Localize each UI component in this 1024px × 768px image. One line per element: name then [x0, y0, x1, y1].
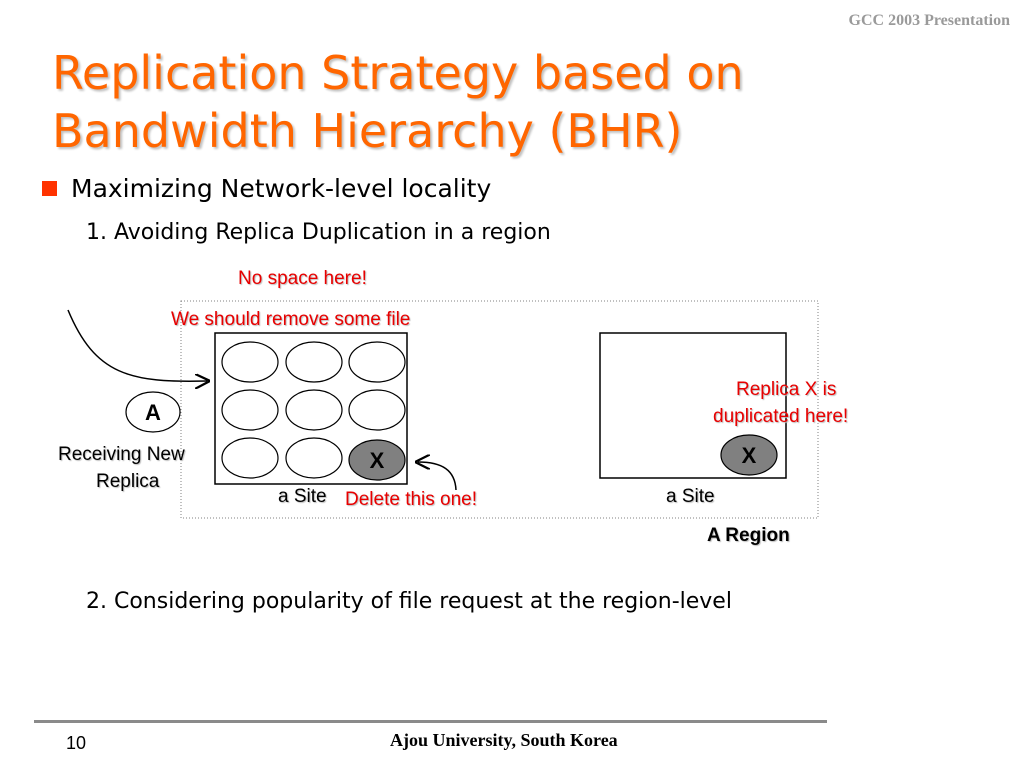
delete-annotation: Delete this one! [345, 489, 478, 510]
storage-slot [286, 342, 342, 382]
storage-slot [222, 342, 278, 382]
storage-slot [222, 438, 278, 478]
footer-divider [34, 720, 827, 723]
subpoint-2: 2. Considering popularity of file request at the region-level [86, 589, 732, 614]
storage-slot [349, 390, 405, 430]
region-label: A Region [707, 525, 790, 546]
node-a-label: A [145, 400, 161, 425]
storage-slot [222, 390, 278, 430]
footer-institution: Ajou University, South Korea [390, 730, 618, 750]
replica-x-right-label: X [741, 443, 757, 468]
remove-file-annotation: We should remove some file [171, 309, 411, 330]
page-number: 10 [66, 733, 87, 753]
no-space-annotation: No space here! [238, 268, 367, 289]
storage-slot [286, 390, 342, 430]
receiving-label-line-2: Replica [96, 471, 160, 492]
bullet-text: Maximizing Network-level locality [71, 174, 492, 203]
left-site-label: a Site [278, 486, 327, 507]
receiving-label-line-1: Receiving New [58, 444, 185, 465]
presentation-tag: GCC 2003 Presentation [848, 12, 1010, 29]
subpoint-1: 1. Avoiding Replica Duplication in a region [86, 220, 551, 245]
storage-slot [349, 342, 405, 382]
slide-title-line-2: Bandwidth Hierarchy (BHR) [52, 104, 683, 158]
duplicated-annotation-line-1: Replica X is [736, 379, 837, 400]
delete-pointer-arrow [418, 462, 456, 490]
duplicated-annotation-line-2: duplicated here! [713, 406, 849, 427]
replica-x-left-label: X [369, 448, 385, 473]
storage-slot [286, 438, 342, 478]
right-site-label: a Site [666, 486, 715, 507]
slide-title-line-1: Replication Strategy based on [52, 46, 744, 100]
